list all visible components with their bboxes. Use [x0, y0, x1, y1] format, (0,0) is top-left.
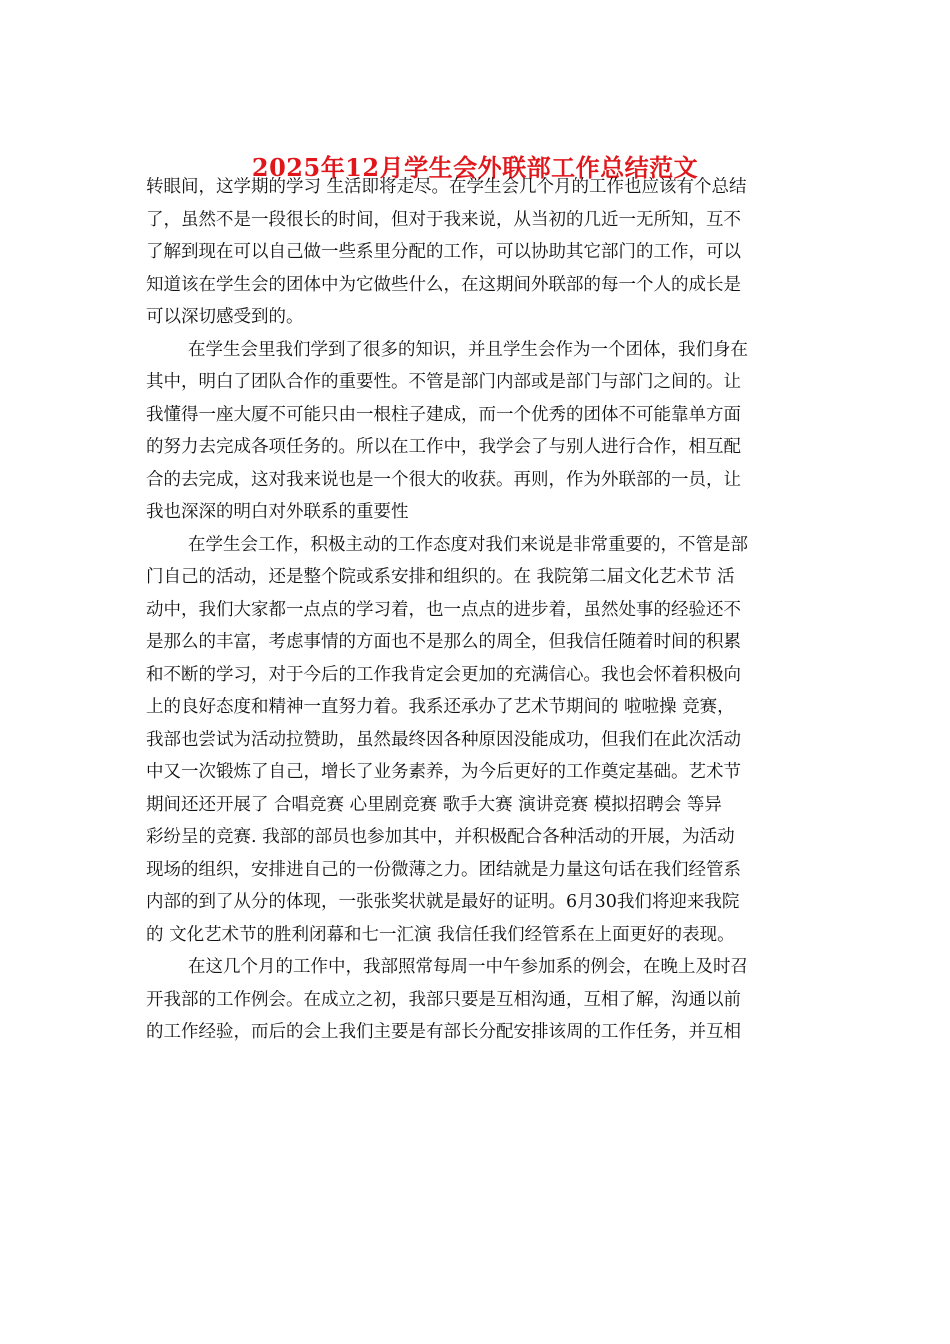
body-line: 知道该在学生会的团体中为它做些什么，在这期间外联部的每一个人的成长是: [146, 274, 741, 295]
body-line: 的 文化艺术节的胜利闭幕和七一汇演 我信任我们经管系在上面更好的表现。: [146, 924, 735, 945]
body-line: 了解到现在可以自己做一些系里分配的工作，可以协助其它部门的工作，可以: [146, 242, 741, 262]
body-line: 的工作经验，而后的会上我们主要是有部长分配安排该周的工作任务，并互相: [146, 1022, 741, 1042]
body-line: 在这几个月的工作中，我部照常每周一中午参加系的例会，在晚上及时召: [188, 957, 748, 977]
body-line: 现场的组织，安排进自己的一份微薄之力。团结就是力量这句话在我们经管系: [146, 859, 741, 880]
body-line: 上的良好态度和精神一直努力着。我系还承办了艺术节期间的 啦啦操 竞赛，: [146, 697, 735, 717]
body-line: 期间还还开展了 合唱竞赛 心里剧竞赛 歌手大赛 演讲竞赛 模拟招聘会 等异: [146, 794, 722, 815]
body-line: 了，虽然不是一段很长的时间，但对于我来说，从当初的几近一无所知，互不: [146, 209, 741, 230]
body-line: 合的去完成，这对我来说也是一个很大的收获。再则，作为外联部的一员，让: [146, 469, 741, 490]
body-line: 的努力去完成各项任务的。所以在工作中，我学会了与别人进行合作，相互配: [146, 437, 741, 457]
body-line: 中又一次锻炼了自己，增长了业务素养，为今后更好的工作奠定基础。艺术节: [146, 762, 741, 782]
body-line: 是那么的丰富，考虑事情的方面也不是那么的周全，但我信任随着时间的积累: [146, 632, 741, 652]
body-line: 开我部的工作例会。在成立之初，我部只要是互相沟通，互相了解，沟通以前: [146, 989, 741, 1010]
body-line: 我也深深的明白对外联系的重要性: [146, 502, 409, 522]
body-line: 动中，我们大家都一点点的学习着，也一点点的进步着，虽然处事的经验还不: [146, 599, 741, 620]
body-line: 可以深切感受到的。: [146, 307, 304, 327]
body-line: 我懂得一座大厦不可能只由一根柱子建成，而一个优秀的团体不可能靠单方面: [146, 404, 741, 425]
document-body: [146, 171, 806, 1049]
body-line: 在学生会里我们学到了很多的知识，并且学生会作为一个团体，我们身在: [188, 339, 748, 360]
body-line: 彩纷呈的竞赛. 我部的部员也参加其中，并积极配合各种活动的开展，为活动: [146, 827, 735, 847]
body-line: 门自己的活动，还是整个院或系安排和组织的。在 我院第二届文化艺术节 活: [146, 567, 735, 587]
body-line: 转眼间，这学期的学习 生活即将走尽。在学生会几个月的工作也应该有个总结: [146, 177, 747, 197]
document-title: 2025年12月学生会外联部工作总结范文: [251, 153, 699, 182]
body-line: 我部也尝试为活动拉赞助，虽然最终因各种原因没能成功，但我们在此次活动: [146, 729, 741, 750]
body-line: 内部的到了从分的体现，一张张奖状就是最好的证明。6月30我们将迎来我院: [146, 892, 740, 912]
body-line: 其中，明白了团队合作的重要性。不管是部门内部或是部门与部门之间的。让: [146, 372, 741, 392]
body-line: 和不断的学习，对于今后的工作我肯定会更加的充满信心。我也会怀着积极向: [146, 664, 741, 685]
body-line: 在学生会工作，积极主动的工作态度对我们来说是非常重要的，不管是部: [188, 534, 748, 555]
